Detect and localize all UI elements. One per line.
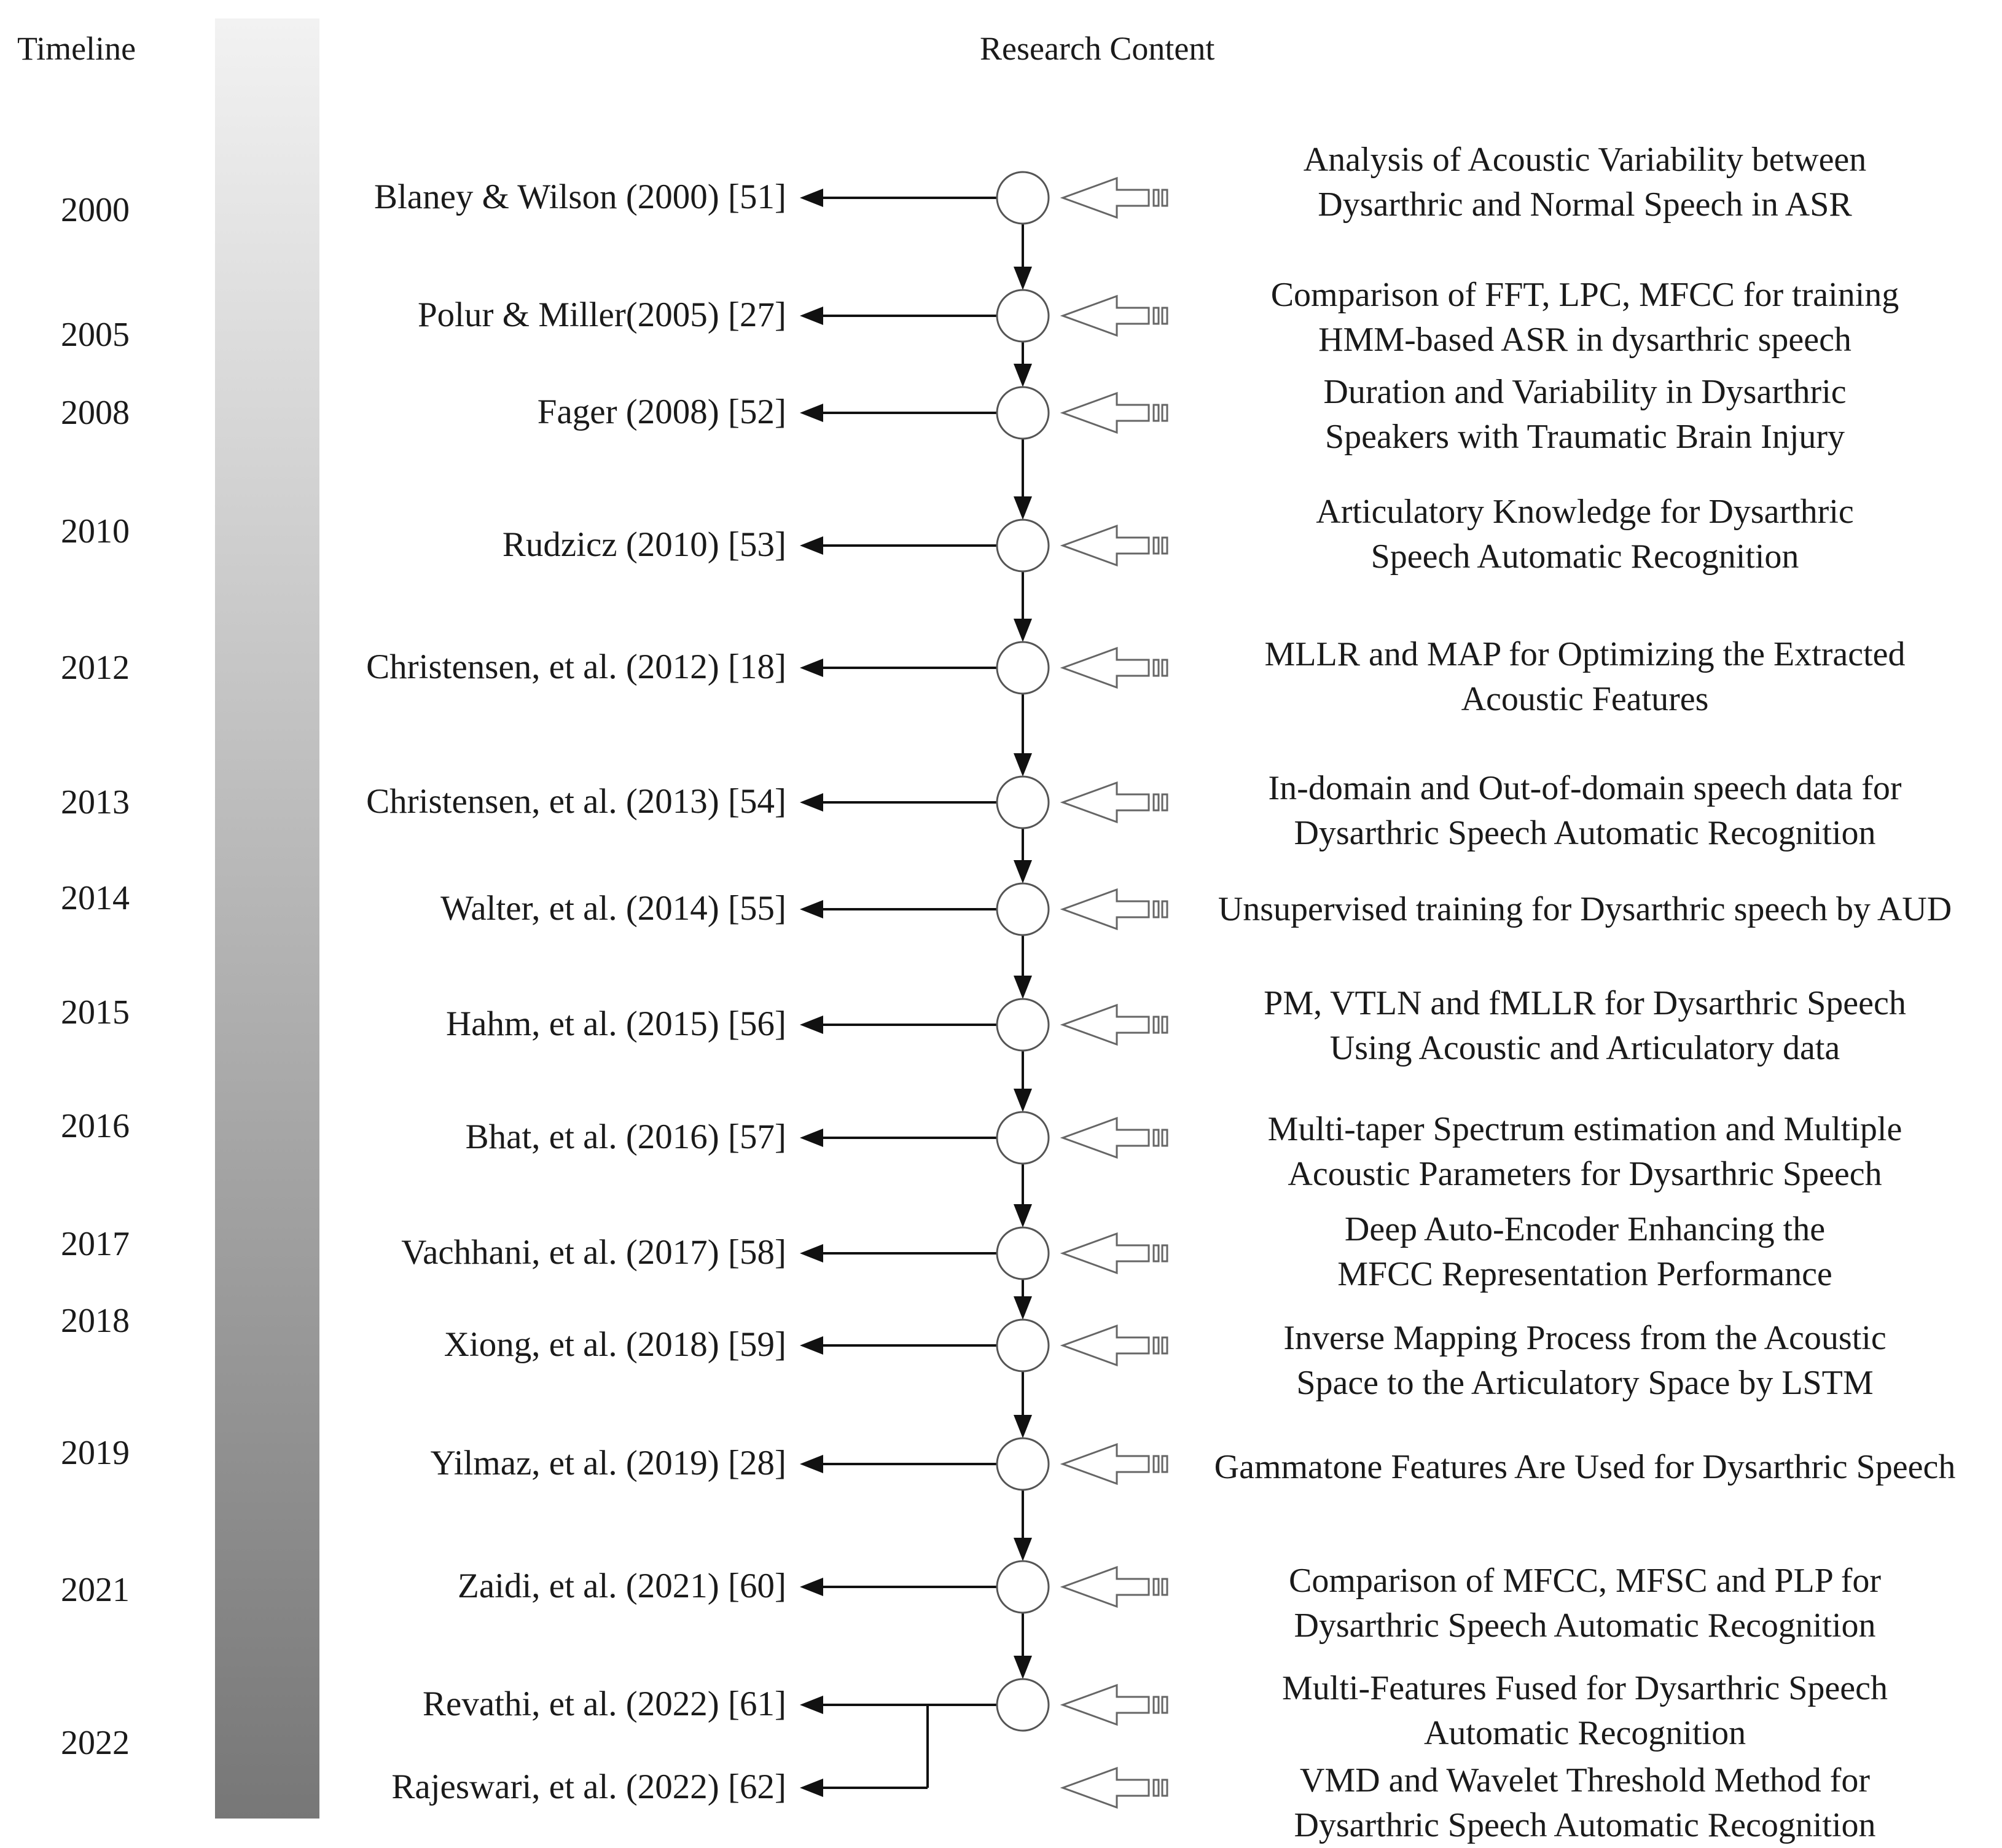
input-hollow-arrow bbox=[1063, 526, 1167, 565]
research-content bbox=[1167, 370, 2002, 460]
input-hollow-arrow bbox=[1063, 1234, 1167, 1273]
author-arrowhead bbox=[800, 404, 823, 422]
research-content-line: Dysarthric and Normal Speech in ASR bbox=[1318, 186, 1852, 224]
author-arrowhead bbox=[800, 1244, 823, 1263]
author-arrowhead bbox=[800, 1016, 823, 1034]
author-citation: Blaney & Wilson (2000) [51] bbox=[373, 178, 786, 216]
timeline-year: 2018 bbox=[61, 1302, 130, 1340]
author-arrowhead bbox=[800, 189, 823, 207]
timeline-year: 2014 bbox=[61, 879, 130, 917]
input-hollow-arrow bbox=[1063, 1567, 1167, 1607]
timeline-year: 2019 bbox=[61, 1434, 130, 1472]
research-content-line: Inverse Mapping Process from the Acoustic bbox=[1283, 1319, 1887, 1357]
author-citation: Bhat, et al. (2016) [57] bbox=[465, 1118, 786, 1156]
connector-arrowhead bbox=[1014, 976, 1032, 999]
connector-arrowhead bbox=[1014, 619, 1032, 642]
timeline-node bbox=[997, 777, 1049, 828]
timeline-node bbox=[997, 642, 1049, 694]
connector-arrowhead bbox=[1014, 364, 1032, 387]
author-arrowhead bbox=[800, 1336, 823, 1355]
connector-arrowhead bbox=[1014, 1296, 1032, 1320]
timeline-header: Timeline bbox=[17, 30, 136, 67]
research-content-line: MLLR and MAP for Optimizing the Extracted bbox=[1264, 635, 1906, 673]
research-content-line: Speech Automatic Recognition bbox=[1371, 538, 1799, 576]
research-content bbox=[1167, 766, 2002, 856]
timeline-node bbox=[997, 883, 1049, 935]
research-content-line: Acoustic Parameters for Dysarthric Speech bbox=[1288, 1155, 1882, 1193]
research-content bbox=[1167, 981, 2002, 1071]
timeline-node bbox=[997, 172, 1049, 224]
author-arrowhead bbox=[800, 659, 823, 677]
research-content-line: HMM-based ASR in dysarthric speech bbox=[1318, 321, 1851, 359]
author-citation: Fager (2008) [52] bbox=[537, 393, 786, 431]
input-hollow-arrow bbox=[1063, 890, 1167, 929]
author-arrowhead bbox=[800, 1129, 823, 1147]
author-citation: Xiong, et al. (2018) [59] bbox=[444, 1325, 786, 1364]
research-content bbox=[1167, 1316, 2002, 1406]
author-citation: Christensen, et al. (2012) [18] bbox=[366, 648, 786, 686]
timeline-year: 2000 bbox=[61, 191, 130, 229]
research-content-line: Using Acoustic and Articulatory data bbox=[1329, 1029, 1840, 1067]
input-hollow-arrow bbox=[1063, 296, 1167, 335]
research-content-line: Articulatory Knowledge for Dysarthric bbox=[1316, 493, 1854, 531]
timeline-node bbox=[997, 1227, 1049, 1279]
research-content bbox=[1167, 1207, 2002, 1297]
author-citation: Hahm, et al. (2015) [56] bbox=[446, 1004, 786, 1043]
research-content-line: Deep Auto-Encoder Enhancing the bbox=[1344, 1210, 1826, 1248]
author-citation: Rudzicz (2010) [53] bbox=[502, 525, 786, 564]
research-content-header: Research Content bbox=[980, 30, 1215, 67]
connector-arrowhead bbox=[1014, 1089, 1032, 1112]
author-arrowhead bbox=[800, 536, 823, 555]
research-content-line: Multi-Features Fused for Dysarthric Speech bbox=[1282, 1669, 1888, 1707]
research-content-line: Speakers with Traumatic Brain Injury bbox=[1324, 418, 1845, 456]
author-arrowhead bbox=[800, 1696, 823, 1714]
research-content bbox=[1167, 273, 2002, 362]
author-arrowhead bbox=[800, 307, 823, 325]
input-hollow-arrow bbox=[1063, 1326, 1167, 1365]
timeline-node bbox=[997, 1438, 1049, 1490]
author-citation: Polur & Miller(2005) [27] bbox=[417, 296, 786, 334]
research-content-line: Acoustic Features bbox=[1461, 680, 1709, 718]
research-content-line: VMD and Wavelet Threshold Method for bbox=[1299, 1761, 1871, 1799]
timeline-year: 2010 bbox=[61, 512, 130, 550]
research-content bbox=[1167, 1559, 2002, 1648]
research-content-line: Duration and Variability in Dysarthric bbox=[1323, 373, 1847, 411]
author-arrowhead bbox=[800, 1455, 823, 1473]
author-citation: Yilmaz, et al. (2019) [28] bbox=[430, 1444, 786, 1482]
author-citation: Christensen, et al. (2013) [54] bbox=[366, 782, 786, 821]
input-hollow-arrow bbox=[1063, 783, 1167, 822]
research-content-line: Dysarthric Speech Automatic Recognition bbox=[1294, 1607, 1876, 1645]
research-content bbox=[1167, 632, 2002, 722]
timeline-year: 2022 bbox=[61, 1724, 130, 1762]
connector-arrowhead bbox=[1014, 753, 1032, 777]
input-hollow-arrow bbox=[1063, 1685, 1167, 1725]
input-hollow-arrow bbox=[1063, 648, 1167, 687]
research-content-line: Gammatone Features Are Used for Dysarthric Speech bbox=[1214, 1447, 1956, 1486]
connector-arrowhead bbox=[1014, 1204, 1032, 1227]
timeline-node bbox=[997, 1112, 1049, 1164]
timeline-node bbox=[997, 387, 1049, 439]
research-content-line: Automatic Recognition bbox=[1423, 1714, 1746, 1752]
research-content bbox=[1167, 1445, 2002, 1490]
research-content bbox=[1167, 1107, 2002, 1197]
input-hollow-arrow bbox=[1063, 1005, 1167, 1044]
timeline-year: 2012 bbox=[61, 649, 130, 687]
connector-arrowhead bbox=[1014, 1415, 1032, 1438]
research-content-line: Unsupervised training for Dysarthric speech by AUD bbox=[1218, 890, 1952, 928]
author-citation: Walter, et al. (2014) [55] bbox=[440, 889, 786, 928]
connector-arrowhead bbox=[1014, 496, 1032, 520]
connector-arrowhead bbox=[1014, 1538, 1032, 1561]
timeline-year: 2015 bbox=[61, 993, 130, 1032]
timeline-node bbox=[997, 290, 1049, 342]
author-arrowhead bbox=[800, 900, 823, 918]
research-content-line: PM, VTLN and fMLLR for Dysarthric Speech bbox=[1264, 984, 1906, 1022]
input-hollow-arrow bbox=[1063, 1444, 1167, 1484]
timeline-node bbox=[997, 999, 1049, 1051]
connector-arrowhead bbox=[1014, 1656, 1032, 1679]
author-citation: Vachhani, et al. (2017) [58] bbox=[401, 1233, 786, 1272]
timeline-node bbox=[997, 1561, 1049, 1613]
research-content bbox=[1167, 490, 2002, 579]
author-citation: Zaidi, et al. (2021) [60] bbox=[458, 1567, 786, 1605]
input-hollow-arrow bbox=[1063, 178, 1167, 217]
author-arrowhead bbox=[800, 1578, 823, 1596]
input-hollow-arrow bbox=[1063, 1118, 1167, 1157]
research-content-line: In-domain and Out-of-domain speech data for bbox=[1268, 769, 1902, 807]
author-citation: Revathi, et al. (2022) [61] bbox=[423, 1685, 786, 1723]
author-citation: Rajeswari, et al. (2022) [62] bbox=[391, 1768, 786, 1806]
input-hollow-arrow bbox=[1063, 1768, 1167, 1807]
timeline-year: 2013 bbox=[61, 783, 130, 821]
author-arrowhead bbox=[800, 793, 823, 812]
research-content-line: Space to the Articulatory Space by LSTM bbox=[1296, 1364, 1874, 1402]
timeline-node bbox=[997, 1320, 1049, 1371]
research-content-line: Dysarthric Speech Automatic Recognition bbox=[1294, 1806, 1876, 1844]
research-content-line: Comparison of FFT, LPC, MFCC for training bbox=[1270, 276, 1899, 314]
connector-arrowhead bbox=[1014, 860, 1032, 883]
research-content-line: MFCC Representation Performance bbox=[1337, 1255, 1832, 1293]
research-content-line: Comparison of MFCC, MFSC and PLP for bbox=[1288, 1562, 1882, 1600]
research-content bbox=[1167, 1758, 2002, 1848]
research-content-line: Multi-taper Spectrum estimation and Multiple bbox=[1267, 1110, 1902, 1148]
timeline-node bbox=[997, 1679, 1049, 1731]
timeline-year: 2021 bbox=[61, 1571, 130, 1609]
connector-arrowhead bbox=[1014, 267, 1032, 290]
research-content-line: Dysarthric Speech Automatic Recognition bbox=[1294, 814, 1876, 852]
research-content bbox=[1167, 1666, 2002, 1756]
timeline-year: 2016 bbox=[61, 1107, 130, 1145]
research-content bbox=[1167, 138, 2002, 227]
input-hollow-arrow bbox=[1063, 393, 1167, 433]
timeline-year: 2008 bbox=[61, 394, 130, 432]
research-content bbox=[1167, 887, 2002, 932]
timeline-year: 2005 bbox=[61, 316, 130, 354]
timeline-year: 2017 bbox=[61, 1225, 130, 1263]
research-content-line: Analysis of Acoustic Variability between bbox=[1303, 141, 1867, 179]
timeline-node bbox=[997, 520, 1049, 571]
